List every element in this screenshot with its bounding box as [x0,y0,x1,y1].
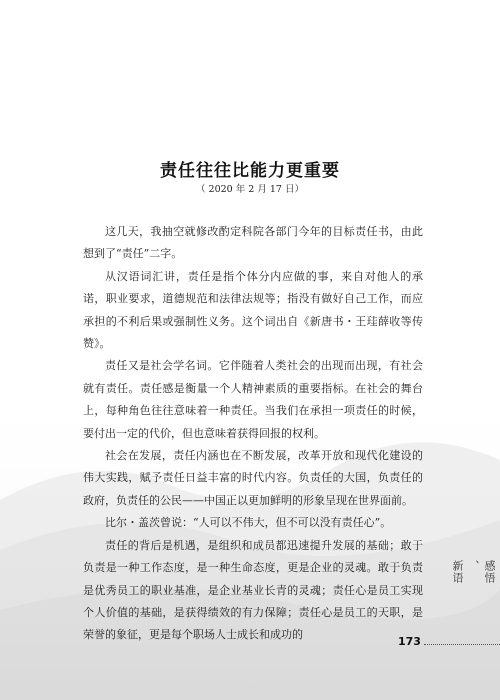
section-label-separator: 、 [467,560,480,572]
paragraph: 从汉语词汇讲，责任是指个体分内应做的事，来自对他人的承诺，职业要求，道德规范和法律法规等；指没有做好自己工作，而应承担的不利后果或强制性义务。这个词出自《新唐书・王珪薛收等传赞》。 [83,269,423,351]
section-label [449,560,497,584]
paragraph: 责任又是社会学名词。它伴随着人类社会的出现而出现，有社会就有责任。责任感是衡量一个人精神素质的重要指标。在社会的舞台上，每种角色往往意味着一种责任。当我们在承担一项责任的时候，要付出一定的代价，但也意味着获得回报的权利。 [83,359,423,440]
paragraph: 这几天，我抽空就修改酌定科院各部门今年的目标责任书，由此想到了“责任”二字。 [83,225,423,261]
article-date: （ 2020 年 2 月 17 日） [196,184,304,195]
footer-leader-dots [424,637,500,645]
section-label-part2: 新语 [451,560,464,584]
paragraph: 社会在发展，责任内涵也在不断发展，改革开放和现代化建设的伟大实践，赋予责任日益丰富的时代内容。负责任的大国，负责任的政府，负责任的公民——中国正以更加鲜明的形象呈现在世界面前。 [83,449,423,507]
page-number: 173 [398,634,421,648]
page-footer [398,634,500,648]
article-title: 责任往往比能力更重要 [160,161,340,181]
article-body [83,221,423,647]
section-label-part1: 感悟 [483,560,496,584]
paragraph: 责任的背后是机遇，是组织和成员都迅速提升发展的基础；敢于负责是一种工作态度，是一种生命态度，更是企业的灵魂。敢于负责是优秀员工的职业基准，是企业基业长青的灵魂；责任心是员工实现个人价值的基础，是获得绩效的有力保障；责任心是员工的天职，是荣誉的象征，更是每个职场人士成长和成功的 [83,538,423,642]
paragraph: 比尔・盖茨曾说：“人可以不伟大，但不可以没有责任心”。 [105,516,392,530]
